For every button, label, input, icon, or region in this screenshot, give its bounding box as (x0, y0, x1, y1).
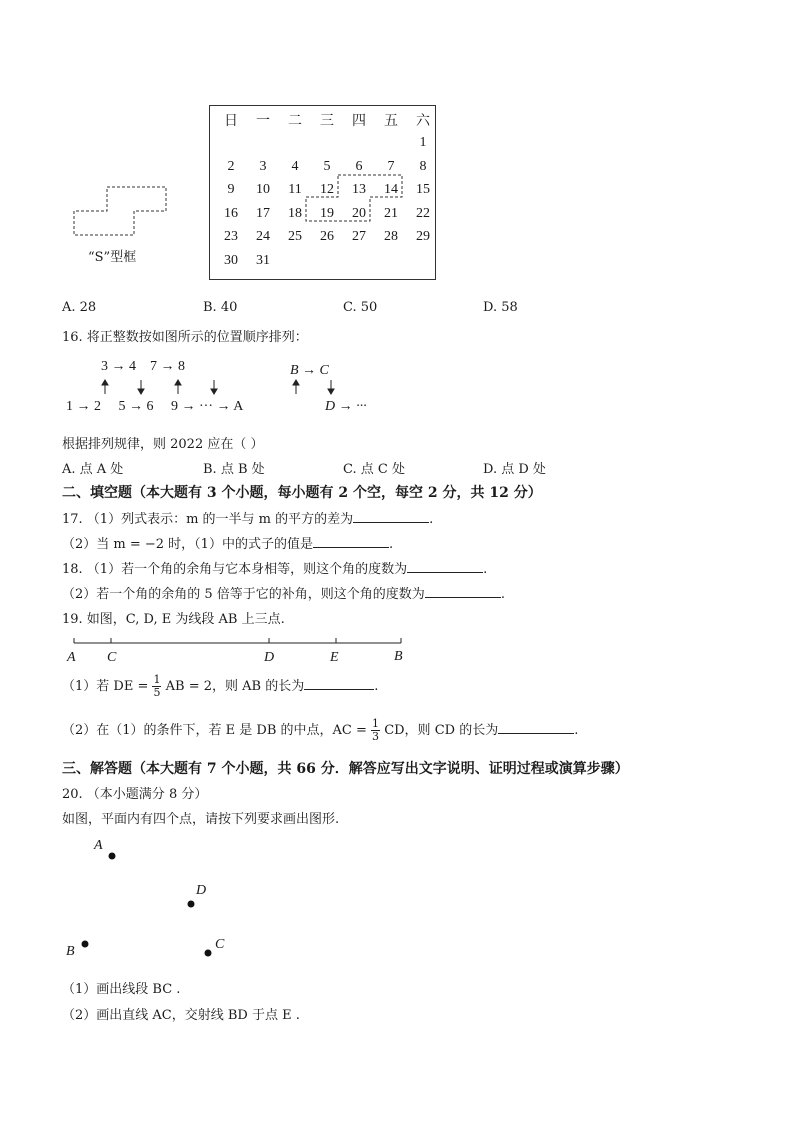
q19-part1-frac-num: 1 (153, 673, 161, 686)
q16-question: 根据排列规律，则 2022 应在（ ） (62, 437, 264, 452)
q16-bottom-row: 1 → 2 5 → 6 9 → ··· → A (66, 399, 244, 414)
s-frame-label: “S”型框 (88, 250, 137, 265)
q20-part2: （2）画出直线 AC，交射线 BD 于点 E . (62, 1008, 300, 1023)
q19-point-e: E (330, 650, 339, 665)
weekday-sat: 六 (416, 113, 430, 129)
weekday-tue: 二 (288, 113, 302, 129)
q16-option-b: B. 点 B 处 (203, 462, 265, 477)
calendar-cell: 25 (288, 229, 302, 245)
q19-part2: （2）在（1）的条件下，若 E 是 DB 的中点，AC = $\frac{1}{3}$ CD，则 CD 的长为 . (62, 717, 579, 743)
q16-top-row-letters: B → C (290, 363, 329, 378)
q19-point-b: B (394, 649, 403, 664)
calendar-cell: 5 (323, 158, 331, 174)
calendar-cell: 28 (384, 229, 398, 245)
q20-label-a: A (94, 838, 103, 853)
q20-point-d-dot (188, 901, 195, 908)
calendar-cell: 18 (288, 205, 302, 221)
calendar-cell: 22 (416, 205, 430, 221)
q19-point-a: A (67, 650, 76, 665)
q20-label-d: D (196, 883, 207, 898)
q18-part2-text: （2）若一个角的余角的 5 倍等于它的补角，则这个角的度数为 (62, 587, 425, 602)
q20-point-b-dot (82, 941, 89, 948)
calendar-cell: 14 (384, 182, 398, 198)
q15-option-c: C. 50 (343, 300, 378, 315)
calendar-cell: 17 (256, 205, 270, 221)
q19-stem: 19. 如图，C, D, E 为线段 AB 上三点. (62, 612, 285, 627)
q16-top-row: 3 → 4 7 → 8 (101, 359, 185, 374)
q19-part1-pre: （1）若 DE = (62, 679, 149, 694)
calendar-cell: 27 (352, 229, 366, 245)
calendar-cell: 8 (419, 158, 427, 174)
calendar-cell: 24 (256, 229, 270, 245)
q19-part2-post: CD，则 CD 的长为 (384, 723, 499, 738)
calendar-cell: 2 (227, 158, 235, 174)
q19-point-d: D (264, 650, 275, 665)
q18-part1-text: 18. （1）若一个角的余角与它本身相等，则这个角的度数为 (62, 562, 408, 577)
q19-part2-frac-den: 3 (372, 730, 380, 743)
calendar-cell: 4 (291, 158, 299, 174)
calendar-cell: 12 (320, 182, 334, 198)
q17-part1: 17. （1）列式表示：m 的一半与 m 的平方的差为 . (62, 512, 434, 527)
q19-point-c: C (107, 650, 117, 665)
section3-title: 三、解答题（本大题有 7 个小题，共 66 分．解答应写出文字说明、证明过程或演算步骤） (62, 761, 629, 777)
q16-option-c: C. 点 C 处 (343, 462, 405, 477)
calendar-cell: 10 (256, 182, 270, 198)
q15-option-b: B. 40 (203, 300, 238, 315)
q20-point-c-dot (205, 950, 212, 957)
q15-option-d: D. 58 (483, 300, 518, 315)
calendar-cell: 26 (320, 229, 334, 245)
calendar-cell: 1 (419, 135, 427, 151)
calendar-cell: 19 (320, 205, 334, 221)
q16-bottom-row-tail: D → ··· (325, 399, 367, 414)
calendar-cell: 6 (355, 158, 363, 174)
weekday-sun: 日 (224, 113, 238, 129)
q20-part1: （1）画出线段 BC . (62, 982, 181, 997)
calendar-cell: 21 (384, 205, 398, 221)
q17-part2: （2）当 m = −2 时，（1）中的式子的值是 . (62, 537, 394, 552)
calendar-cell: 31 (256, 252, 270, 268)
section2-title: 二、填空题（本大题有 3 个小题，每小题有 2 个空，每空 2 分，共 12 分） (62, 485, 542, 501)
calendar-cell: 3 (259, 158, 267, 174)
calendar-cell: 13 (352, 182, 366, 198)
calendar-cell: 7 (387, 158, 395, 174)
q20-label-b: B (66, 944, 75, 959)
weekday-wed: 三 (320, 113, 334, 129)
q20-label-c: C (215, 937, 225, 952)
calendar-cell: 30 (224, 252, 238, 268)
q16-stem: 16. 将正整数按如图所示的位置顺序排列： (62, 330, 308, 345)
q19-part2-frac-num: 1 (372, 717, 380, 730)
weekday-thu: 四 (352, 113, 366, 129)
q15-option-a: A. 28 (62, 300, 97, 315)
q17-part1-text: 17. （1）列式表示：m 的一半与 m 的平方的差为 (62, 512, 354, 527)
q20-point-a-dot (109, 853, 116, 860)
calendar-cell: 15 (416, 182, 430, 198)
q17-part2-text: （2）当 m = −2 时，（1）中的式子的值是 (62, 537, 313, 552)
q19-part2-pre: （2）在（1）的条件下，若 E 是 DB 的中点，AC = (62, 723, 367, 738)
q18-part1: 18. （1）若一个角的余角与它本身相等，则这个角的度数为 . (62, 562, 488, 577)
weekday-mon: 一 (256, 113, 270, 129)
calendar-cell: 23 (224, 229, 238, 245)
q19-part1: （1）若 DE = $\frac{1}{5}$ AB = 2，则 AB 的长为 . (62, 673, 379, 699)
q16-option-a: A. 点 A 处 (62, 462, 124, 477)
q16-option-d: D. 点 D 处 (483, 462, 546, 477)
calendar-cell: 9 (227, 182, 235, 198)
calendar-cell: 20 (352, 205, 366, 221)
weekday-fri: 五 (384, 113, 398, 129)
calendar-cell: 29 (416, 229, 430, 245)
q18-part2: （2）若一个角的余角的 5 倍等于它的补角，则这个角的度数为 . (62, 587, 505, 602)
calendar-cell: 11 (288, 182, 302, 198)
q20-stem: 如图，平面内有四个点，请按下列要求画出图形. (62, 812, 340, 827)
q19-part1-frac-den: 5 (153, 686, 161, 699)
calendar-cell: 16 (224, 205, 238, 221)
q20-head: 20. （本小题满分 8 分） (62, 787, 208, 802)
q19-part1-post: AB = 2，则 AB 的长为 (165, 679, 305, 694)
